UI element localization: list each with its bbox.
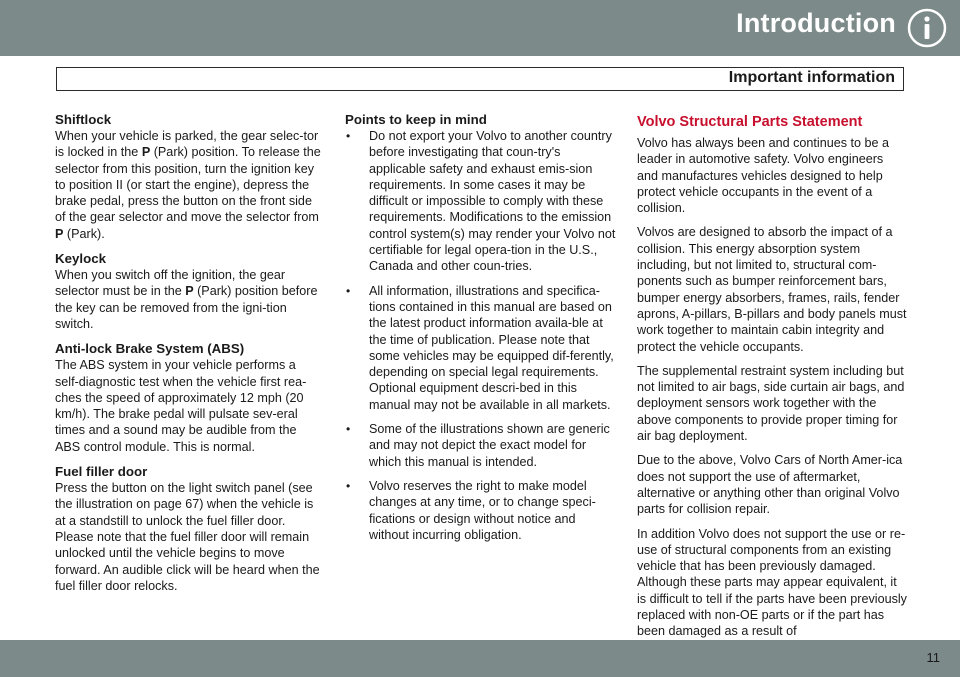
fuel-text: Press the button on the light switch panel (see the illustration on page 67) when the vehicle is at a standstill to unlock the fuel filler door. Please note that the fuel filler door will remain unlocked until the vehicle begins to move forward. An audible click will be heard when the fuel filler door relocks. — [55, 481, 320, 593]
column-middle — [345, 111, 617, 551]
structural-paragraph: Volvos are designed to absorb the impact of a collision. This energy absorption system including, but not limited to, structural com-ponents such as bumper reinforcement bars, bumper energy absorbers, frames, rails, fender aprons, A-pillars, B-pillars and body panels must work together to maintain cabin integrity and protect the vehicle occupants. — [637, 225, 907, 354]
structural-parts-heading: Volvo Structural Parts Statement — [637, 114, 863, 130]
shiftlock-heading: Shiftlock — [55, 112, 112, 127]
bullet-icon: • — [346, 283, 351, 298]
abs-heading: Anti-lock Brake System (ABS) — [55, 341, 245, 357]
info-icon — [902, 3, 952, 53]
points-list — [345, 128, 617, 543]
header-band — [0, 0, 960, 56]
section-title: Important information — [728, 69, 895, 86]
list-item: • Some of the illustrations shown are generic and may not depict the exact model for which this manual is intended. — [346, 422, 610, 469]
structural-paragraph: In addition Volvo does not support the use or re-use of structural components from an existing vehicle that has been previously damaged. Although these parts may appear equivalent, it is difficult to tell if the parts have been previously replaced with non-OE parts or if the part has been damaged as a result of — [637, 526, 907, 639]
abs-section — [55, 340, 323, 455]
list-item: • Volvo reserves the right to make model changes at any time, or to change speci-fications or design without notice and without incurring obligation. — [346, 478, 596, 542]
fuel-heading: Fuel filler door — [55, 464, 148, 480]
structural-paragraph: Due to the above, Volvo Cars of North Amer-ica does not support the use of aftermarket, alternative or anything other than original Volvo parts for collision repair. — [637, 453, 903, 517]
shiftlock-section — [55, 111, 323, 242]
column-left — [55, 111, 323, 602]
keylock-section — [55, 250, 323, 332]
bullet-icon: • — [346, 478, 351, 493]
page-number: 11 — [926, 650, 940, 665]
fuel-section — [55, 463, 323, 594]
list-item: • Do not export your Volvo to another country before investigating that coun-try's applicable safety and exhaust emis-sion requirements. In some cases it may be difficult or impossible to comply with these requirements. Modifications to the emission control system(s) may render your Volvo not certifiable for legal opera-tion in the U.S., Canada and other coun-tries. — [346, 129, 616, 274]
structural-paragraph: Volvo has always been and continues to be a leader in automotive safety. Volvo engineers and manufactures vehicles designed to help protect vehicle occupants in the event of a collision. — [637, 136, 890, 216]
bullet-icon: • — [346, 129, 351, 143]
shiftlock-text: When your vehicle is parked, the gear selec-tor is locked in the P (Park) position. To release the selector from this position, turn the ignition key to position II (or start the engine), depress the brake pedal, press the button on the front side of the gear selector and move the selector from P (Park). — [55, 129, 321, 241]
structural-paragraph: The supplemental restraint system including but not limited to air bags, side curtain air bags, and deployment sensors work together with the above components to provide proper timing for air bag deployment. — [637, 363, 905, 444]
keylock-text: When you switch off the ignition, the gear selector must be in the P (Park) position before the key can be removed from the igni-tion switch. — [55, 268, 318, 331]
abs-text: The ABS system in your vehicle performs a self-diagnostic test when the vehicle first rea-ches the speed of approximately 12 mph (20 km/h). The brake pedal will pulsate sev-eral times and a sound may be audible from the ABS control module. This is normal. — [55, 358, 307, 454]
bullet-icon: • — [346, 422, 351, 437]
footer-band — [0, 640, 960, 677]
points-heading: Points to keep in mind — [345, 112, 487, 127]
list-item: • All information, illustrations and specifica-tions contained in this manual are based on the latest product information availa-ble at the time of publication. Please note that some vehicles may be equipped dif-ferently, depending on special legal requirements. Optional equipment descri-bed in this manual may not be available in all markets. — [346, 283, 614, 412]
column-right — [637, 111, 907, 648]
section-bar — [56, 67, 904, 91]
keylock-heading: Keylock — [55, 251, 106, 267]
chapter-title: Introduction — [736, 8, 896, 38]
